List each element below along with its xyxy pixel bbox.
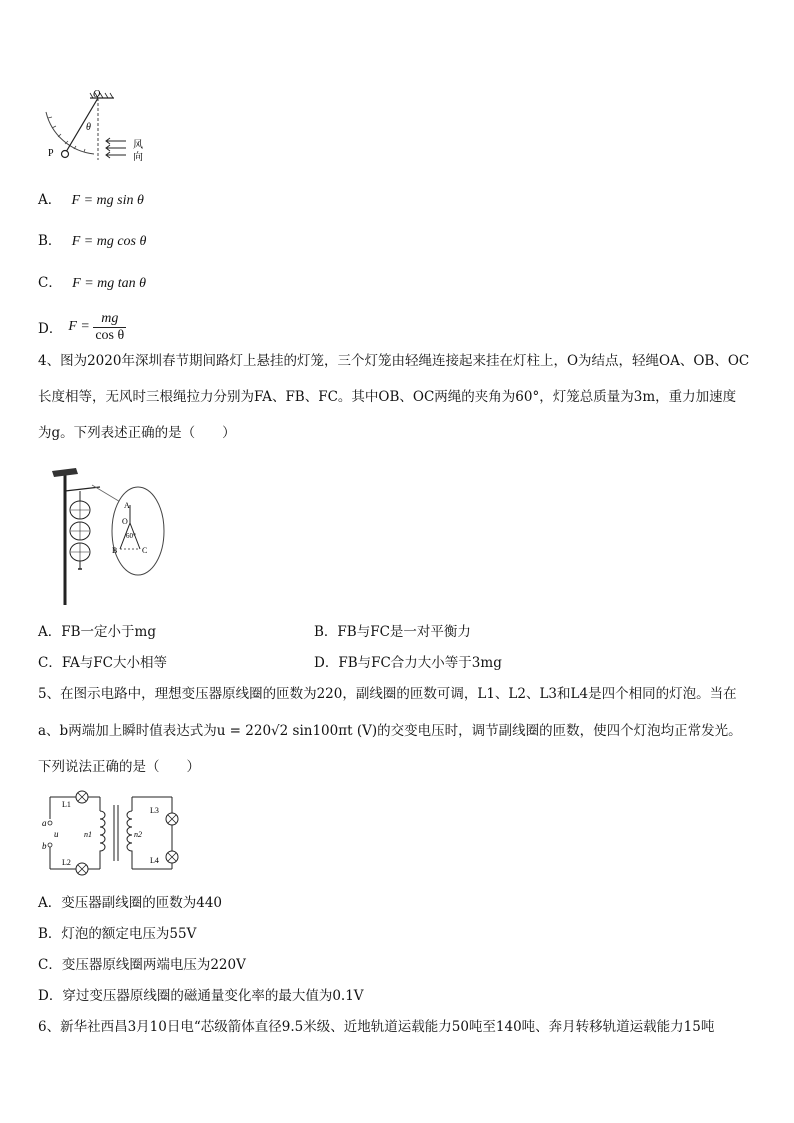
fig-u: u — [54, 829, 59, 839]
fig-label-p: P — [48, 148, 54, 159]
q4-option-b: B．FB与FC是一对平衡力 — [314, 624, 471, 640]
option-letter: A． — [38, 192, 62, 208]
fig-wind-1: 风 — [133, 140, 143, 151]
fig-label-o: O — [93, 89, 101, 100]
q5-option-c: C．变压器原线圈两端电压为220V — [38, 957, 246, 973]
fig-a: a — [42, 818, 47, 828]
q5-option-a: A．变压器副线圈的匝数为440 — [38, 895, 223, 911]
q3-option-a — [38, 190, 144, 211]
transformer-circuit-figure — [40, 787, 190, 882]
fig-label-a: A — [124, 501, 130, 510]
fig-b: b — [42, 841, 47, 851]
lantern-figure — [40, 465, 170, 607]
q5-stem-line-2: a、b两端加上瞬时值表达式为u = 220√2 sin100πt (V)的交变电压时，调节副线圈的匝数，使四个灯泡均正常发光。 — [38, 723, 742, 739]
fig-label-theta: θ — [86, 122, 91, 133]
option-fraction — [93, 311, 126, 344]
option-formula-lhs: F = — [68, 319, 94, 334]
q4-option-a: A．FB一定小于mg — [38, 624, 156, 640]
fig-l3: L3 — [150, 806, 159, 815]
fraction-denominator: cos θ — [95, 327, 125, 343]
q4-option-c: C．FA与FC大小相等 — [38, 655, 167, 671]
q4-stem-line-3: 为g。下列表述正确的是（ ） — [38, 425, 236, 441]
q4-stem-line-1: 4、图为2020年深圳春节期间路灯上悬挂的灯笼，三个灯笼由轻绳连接起来挂在灯柱上，O为结点，轻绳OA、OB、OC — [38, 353, 750, 369]
option-formula: F = mg tan θ — [72, 276, 147, 291]
q5-option-d: D．穿过变压器原线圈的磁通量变化率的最大值为0.1V — [38, 988, 364, 1004]
q3-option-c — [38, 273, 146, 294]
q4-stem-line-2: 长度相等，无风时三根绳拉力分别为FA、FB、FC。其中OB、OC两绳的夹角为60°，灯笼总质量为3m，重力加速度 — [38, 389, 737, 405]
fig-label-b: B — [112, 546, 118, 555]
fig-l4: L4 — [150, 856, 159, 865]
option-letter: B． — [38, 233, 62, 249]
fig-l1: L1 — [62, 800, 71, 809]
q5-option-b: B．灯泡的额定电压为55V — [38, 926, 197, 942]
fig-n2: n2 — [134, 830, 142, 839]
option-formula: F = mg sin θ — [71, 193, 144, 208]
q4-option-d: D．FB与FC合力大小等于3mg — [314, 655, 502, 671]
q6-stem-line-1: 6、新华社西昌3月10日电“芯级箭体直径9.5米级、近地轨道运载能力50吨至140吨、奔月转移轨道运载能力15吨 — [38, 1019, 715, 1035]
fig-l2: L2 — [62, 858, 71, 867]
option-letter: D． — [38, 321, 63, 337]
fig-label-c: C — [142, 546, 148, 555]
q3-option-d — [38, 309, 126, 345]
fig-wind-2: 向 — [133, 152, 143, 163]
fig-n1: n1 — [84, 830, 92, 839]
option-letter: C． — [38, 275, 62, 291]
q5-stem-line-3: 下列说法正确的是（ ） — [38, 759, 200, 775]
fraction-numerator: mg — [93, 311, 126, 328]
fig-label-angle: 60° — [126, 532, 136, 540]
q3-option-b — [38, 231, 146, 252]
fig-label-o: O — [122, 517, 128, 526]
option-formula: F = mg cos θ — [71, 234, 147, 249]
pendulum-wind-figure — [38, 88, 163, 170]
q5-stem-line-1: 5、在图示电路中，理想变压器原线圈的匝数为220，副线圈的匝数可调，L1、L2、L3和L4是四个相同的灯泡。当在 — [38, 686, 737, 702]
